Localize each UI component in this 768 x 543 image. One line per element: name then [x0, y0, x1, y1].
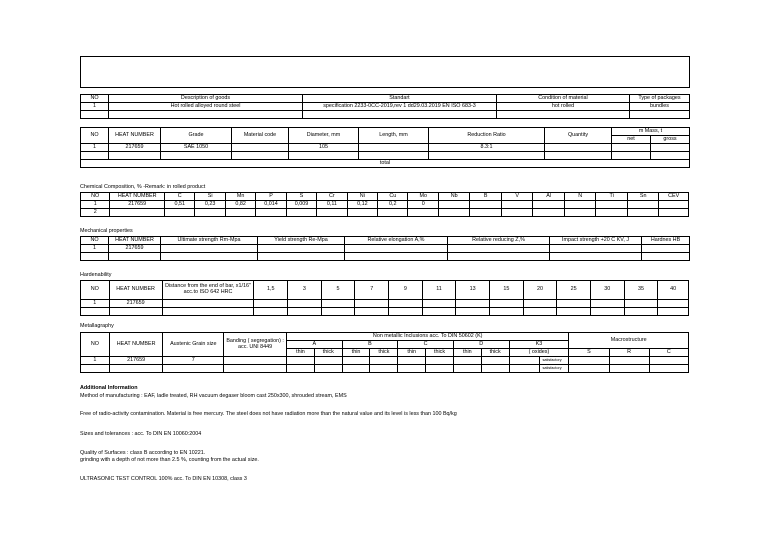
chem-header-cell: Nb — [438, 193, 470, 201]
hard-value-cell — [254, 300, 288, 308]
heat-row-diameter: 105 — [289, 144, 359, 152]
met-macro-s: S — [569, 349, 609, 357]
chem-cell — [533, 201, 565, 209]
header-box — [80, 56, 690, 88]
chem-cell — [501, 209, 533, 217]
hard-empty-cell — [590, 308, 624, 316]
met-satisfactory-1: satisfactory — [540, 357, 569, 365]
chem-cell: 0,11 — [317, 201, 347, 209]
chem-header-cell: P — [256, 193, 286, 201]
chem-cell — [659, 201, 689, 209]
additional-sizes: Sizes and tolerances : acc. To DIN EN 10060:2004 — [80, 431, 202, 437]
chem-cell — [225, 209, 255, 217]
hard-empty-cell — [254, 308, 288, 316]
met-c-thick: thick — [426, 349, 454, 357]
met-c-thin: thin — [398, 349, 426, 357]
chemical-title: Chemical Composition, % -Remark: in rolled product — [80, 184, 206, 190]
chem-cell — [408, 209, 438, 217]
hard-empty-cell — [422, 308, 456, 316]
hard-col-no: NO — [81, 281, 110, 300]
chem-cell: 0,009 — [286, 201, 316, 209]
hard-distance-cell: 13 — [456, 281, 490, 300]
chem-cell — [627, 209, 659, 217]
met-group-b: B — [342, 341, 398, 349]
chem-cell: 0,82 — [225, 201, 255, 209]
hard-distance-cell: 9 — [389, 281, 423, 300]
hard-empty-cell — [490, 308, 524, 316]
chemical-table — [80, 192, 689, 217]
met-col-macro: Macrostructure — [569, 333, 689, 349]
chem-cell — [627, 201, 659, 209]
goods-col-standart: Standart — [303, 95, 497, 103]
chem-cell: 1 — [81, 201, 110, 209]
hard-value-cell — [456, 300, 490, 308]
chem-cell: 0,014 — [256, 201, 286, 209]
chem-cell — [596, 209, 628, 217]
chem-cell — [596, 201, 628, 209]
hard-distance-cell: 5 — [321, 281, 355, 300]
met-group-c: C — [398, 341, 454, 349]
hard-empty-cell — [288, 308, 322, 316]
chem-cell — [164, 209, 194, 217]
metallography-title: Metallagraphy — [80, 323, 114, 329]
hard-value-cell — [389, 300, 423, 308]
hard-distance-cell: 7 — [355, 281, 389, 300]
chem-header-cell: S — [286, 193, 316, 201]
chem-cell — [347, 209, 377, 217]
hard-distance-cell: 15 — [490, 281, 524, 300]
met-col-banding: Banding ( segregation) : acc. UNI 8449 — [224, 333, 287, 357]
hard-value-cell — [624, 300, 658, 308]
hard-empty-cell — [389, 308, 423, 316]
mech-col-reduc: Relative reducing Z,% — [448, 237, 550, 245]
chem-cell — [564, 201, 596, 209]
mech-col-impact: Impact strength +20 C KV, J — [550, 237, 642, 245]
met-group-d: D — [453, 341, 509, 349]
hard-empty-cell — [523, 308, 557, 316]
hard-distance-cell: 35 — [624, 281, 658, 300]
chem-cell — [501, 201, 533, 209]
chem-header-cell: V — [501, 193, 533, 201]
chem-cell — [195, 209, 225, 217]
goods-col-packages: Type of packages — [630, 95, 690, 103]
hard-empty-cell — [321, 308, 355, 316]
additional-manufacturing: Method of manufacturing : EAF, ladle treated, RH vacuum degaser bloom cast 250x300, shrouded stream, EMS — [80, 393, 347, 399]
chem-cell — [378, 209, 408, 217]
heat-col-mass: m Mass, t — [612, 128, 690, 136]
heat-col-material-code: Material code — [232, 128, 289, 144]
chem-cell — [438, 209, 470, 217]
hard-row-heat: 217659 — [109, 300, 162, 308]
met-row-no: 1 — [81, 357, 110, 365]
mechanical-table — [80, 236, 690, 261]
hardenability-title: Hardenability — [80, 272, 112, 278]
heat-col-grade: Grade — [161, 128, 232, 144]
met-a-thin: thin — [287, 349, 315, 357]
mech-col-no: NO — [81, 237, 109, 245]
chem-header-cell: Ni — [347, 193, 377, 201]
met-col-no: NO — [81, 333, 110, 357]
hard-empty-cell — [456, 308, 490, 316]
mech-row-no: 1 — [81, 245, 109, 253]
additional-radio: Free of radio-activity contamination. Material is free mercury. The steel does not have radiation more than the natural value and its level is less than 100 Bq/kg — [80, 411, 457, 417]
chem-cell: 0,2 — [378, 201, 408, 209]
mech-col-yield: Yield strength Re-Mpa — [258, 237, 345, 245]
hard-distance-cell: 40 — [658, 281, 689, 300]
chem-cell: 0,23 — [195, 201, 225, 209]
chem-header-cell: Mo — [408, 193, 438, 201]
goods-row-no: 1 — [81, 103, 109, 111]
chem-header-cell: Cr — [317, 193, 347, 201]
hard-value-cell — [288, 300, 322, 308]
hard-value-cell — [557, 300, 591, 308]
chem-header-cell: HEAT NUMBER — [110, 193, 165, 201]
goods-col-desc: Description of goods — [109, 95, 303, 103]
heat-row-no: 1 — [81, 144, 109, 152]
hard-distance-cell: 11 — [422, 281, 456, 300]
chem-header-cell: Sn — [627, 193, 659, 201]
met-satisfactory-2: satisfactory — [540, 365, 569, 373]
hardenability-table — [80, 280, 689, 316]
heat-total: total — [81, 160, 690, 168]
chem-header-cell: Ti — [596, 193, 628, 201]
chem-header-cell: B — [470, 193, 502, 201]
hard-value-cell — [422, 300, 456, 308]
mech-col-uts: Ultimate strength Rm-Mpa — [161, 237, 258, 245]
heat-col-net: net — [612, 136, 651, 144]
additional-quality: Quality of Surfaces : class B according to EN 10221. — [80, 450, 206, 456]
met-group-a: A — [287, 341, 343, 349]
goods-row-packages: bundles — [630, 103, 690, 111]
chem-header-cell: CEV — [659, 193, 689, 201]
chem-cell: 0,12 — [347, 201, 377, 209]
hard-empty-cell — [355, 308, 389, 316]
met-k3: K3 — [509, 341, 569, 349]
chem-cell — [438, 201, 470, 209]
hard-empty-cell — [557, 308, 591, 316]
hard-distance-cell: 20 — [523, 281, 557, 300]
chem-cell — [659, 209, 689, 217]
mech-row-heat: 217659 — [109, 245, 161, 253]
chem-cell: 0,51 — [164, 201, 194, 209]
chem-row — [81, 209, 689, 217]
hard-col-distance: Distance from the end of bar, x1/16" acc.to ISO 642 HRC — [162, 281, 254, 300]
chem-cell: 217659 — [110, 201, 165, 209]
hard-distance-cell: 30 — [590, 281, 624, 300]
hard-distance-cell: 3 — [288, 281, 322, 300]
chem-header-cell: Cu — [378, 193, 408, 201]
hard-col-heat: HEAT NUMBER — [109, 281, 162, 300]
chem-cell: 2 — [81, 209, 110, 217]
chem-header-cell: N — [564, 193, 596, 201]
met-row-heat: 217659 — [109, 357, 163, 365]
metallography-table — [80, 332, 689, 373]
chem-cell: 0 — [408, 201, 438, 209]
heat-table — [80, 127, 690, 168]
mechanical-title: Mechanical properties — [80, 228, 133, 234]
hard-distance-cell: 1,5 — [254, 281, 288, 300]
heat-row-reduction: 8.3:1 — [429, 144, 545, 152]
heat-col-no: NO — [81, 128, 109, 144]
chem-header-cell: C — [164, 193, 194, 201]
met-macro-r: R — [609, 349, 649, 357]
chem-header-cell: NO — [81, 193, 110, 201]
met-col-grain: Austenic Grain size — [163, 333, 224, 357]
hard-empty-cell — [624, 308, 658, 316]
chem-row — [81, 201, 689, 209]
heat-row-grade: SAE 1050 — [161, 144, 232, 152]
mech-col-elong: Relative elongation A,% — [345, 237, 448, 245]
met-k3-oxides: ( oxides) — [509, 349, 569, 357]
heat-row-heat: 217659 — [109, 144, 161, 152]
chem-cell — [317, 209, 347, 217]
hard-value-cell — [490, 300, 524, 308]
met-b-thin: thin — [342, 349, 370, 357]
hard-distance-cell: 25 — [557, 281, 591, 300]
goods-col-condition: Condition of material — [497, 95, 630, 103]
hard-value-cell — [590, 300, 624, 308]
hard-row-no: 1 — [81, 300, 110, 308]
chem-header-cell: Al — [533, 193, 565, 201]
hard-value-cell — [355, 300, 389, 308]
heat-col-reduction: Reduction Ratio — [429, 128, 545, 144]
additional-title: Additional Information — [80, 385, 138, 391]
chem-cell — [564, 209, 596, 217]
heat-col-heat: HEAT NUMBER — [109, 128, 161, 144]
chem-header-cell: Mn — [225, 193, 255, 201]
goods-row-standart: specification 2233-0CC-2019,rev 1 dd29.03.2019 EN ISO 683-3 — [303, 103, 497, 111]
met-col-inclusions: Non metallic Inclusions acc. To DIN 50602 (K) — [287, 333, 569, 341]
met-d-thick: thick — [481, 349, 509, 357]
goods-col-no: NO — [81, 95, 109, 103]
additional-grinding: grinding with a depth of not more than 2.5 %, counting from the actual size. — [80, 457, 259, 463]
heat-col-length: Length, mm — [359, 128, 429, 144]
hard-value-cell — [523, 300, 557, 308]
heat-col-gross: gross — [651, 136, 690, 144]
met-d-thin: thin — [453, 349, 481, 357]
chem-cell — [256, 209, 286, 217]
hard-value-cell — [321, 300, 355, 308]
chem-cell — [470, 201, 502, 209]
mech-col-heat: HEAT NUMBER — [109, 237, 161, 245]
additional-ultrasonic: ULTRASONIC TEST CONTROL 100% acc. To DIN EN 10308, class 3 — [80, 476, 247, 482]
goods-row-condition: hot rolled — [497, 103, 630, 111]
hard-empty-cell — [658, 308, 689, 316]
mech-col-hardness: Hardnes HB — [642, 237, 690, 245]
met-a-thick: thick — [314, 349, 342, 357]
met-col-heat: HEAT NUMBER — [109, 333, 163, 357]
goods-row-desc: Hot rolled alloyed round steel — [109, 103, 303, 111]
chem-cell — [110, 209, 165, 217]
met-row-grain: 7 — [163, 357, 224, 365]
chem-cell — [470, 209, 502, 217]
heat-col-quantity: Quantity — [545, 128, 612, 144]
met-macro-c: C — [649, 349, 688, 357]
hard-value-cell — [658, 300, 689, 308]
goods-table — [80, 94, 690, 119]
chem-cell — [533, 209, 565, 217]
chem-cell — [286, 209, 316, 217]
chem-header-cell: Si — [195, 193, 225, 201]
met-b-thick: thick — [370, 349, 398, 357]
heat-col-diameter: Diameter, mm — [289, 128, 359, 144]
